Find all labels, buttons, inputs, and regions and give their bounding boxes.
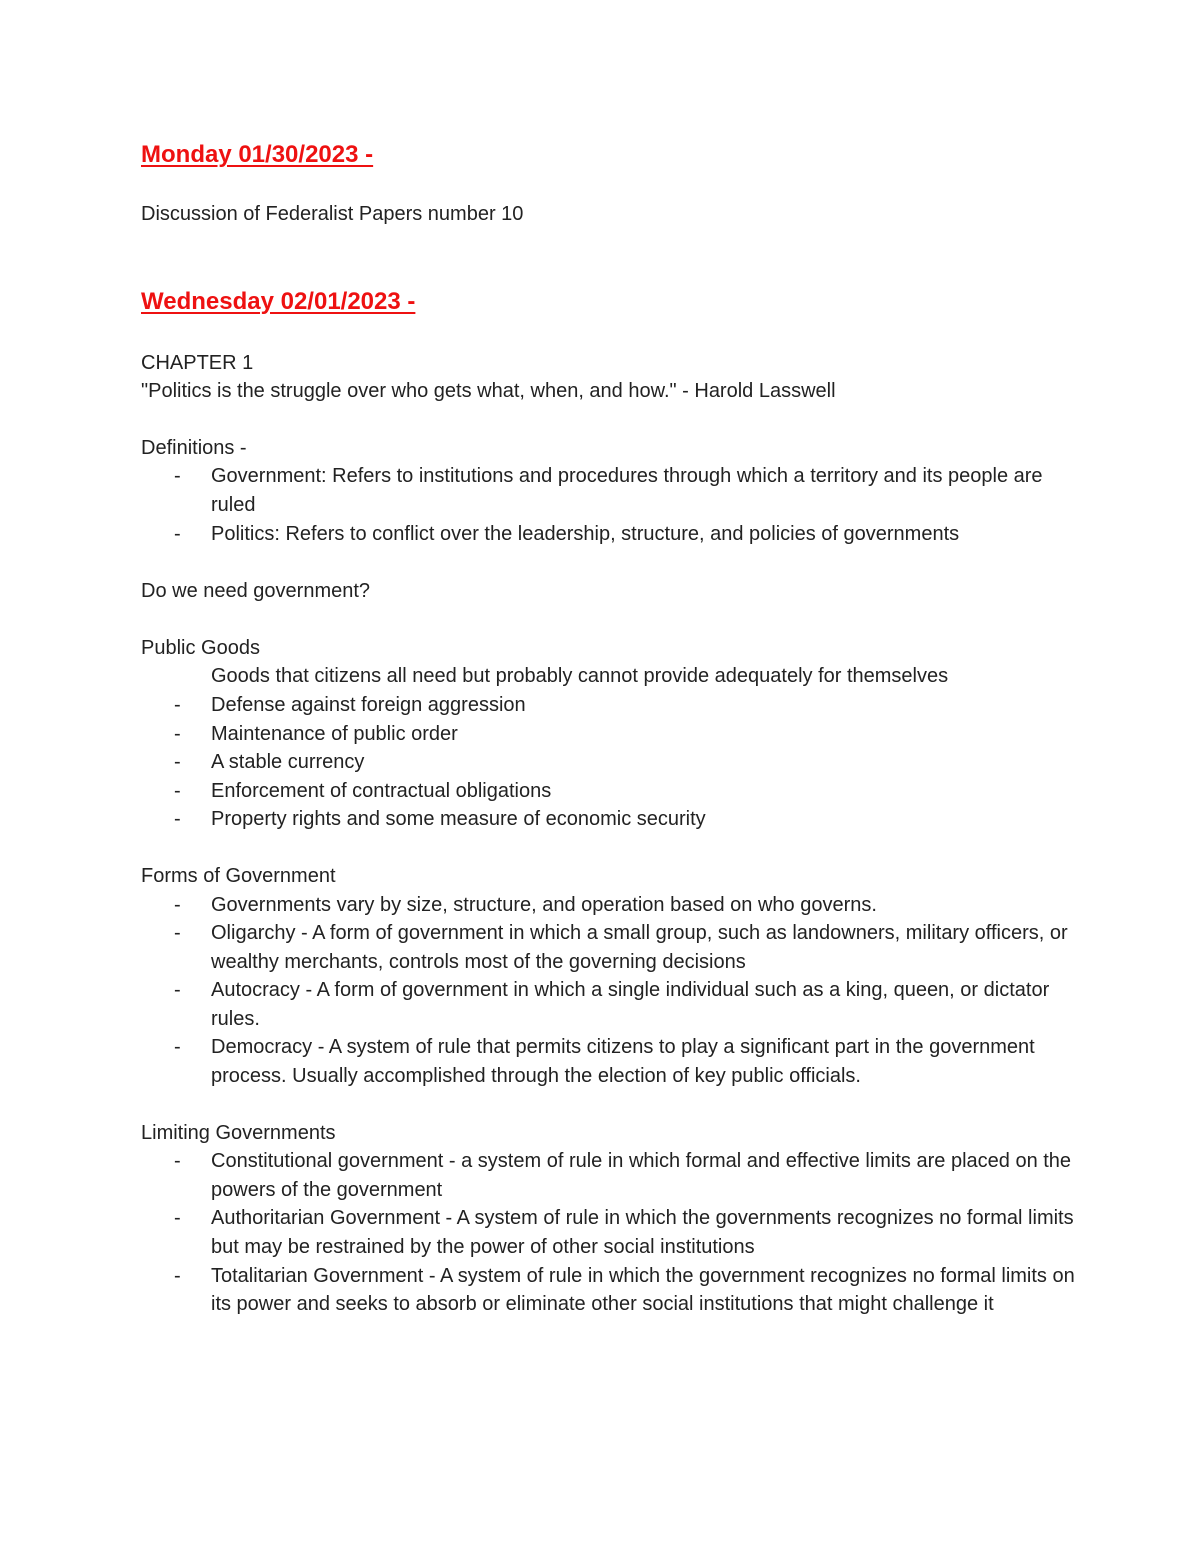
public-goods-list xyxy=(141,691,1080,834)
list-item-text: Governments vary by size, structure, and operation based on who governs. xyxy=(211,893,877,916)
dash-marker: - xyxy=(174,979,181,1002)
government-question: Do we need government? xyxy=(141,580,371,603)
list-item-text: Democracy - A system of rule that permits citizens to play a significant part in the government process. Usually accomplished through the election of key public officials. xyxy=(211,1036,1035,1088)
dash-marker: - xyxy=(174,922,181,945)
dash-marker: - xyxy=(174,1264,181,1287)
dash-marker: - xyxy=(174,1036,181,1059)
list-item-text: A stable currency xyxy=(211,751,365,774)
list-item-text: Politics: Refers to conflict over the leadership, structure, and policies of governments xyxy=(211,522,960,545)
heading-wednesday: Wednesday 02/01/2023 - xyxy=(141,287,416,315)
public-goods-intro: Goods that citizens all need but probably cannot provide adequately for themselves xyxy=(211,665,949,688)
list-item xyxy=(141,691,1080,720)
list-item-text: Constitutional government - a system of rule in which formal and effective limits are placed on the powers of the government xyxy=(211,1150,1072,1201)
list-item-text: Oligarchy - A form of government in which a small group, such as landowners, military officers, or wealthy merchants, controls most of the governing decisions xyxy=(211,922,1068,973)
list-item-text: Enforcement of contractual obligations xyxy=(211,779,552,802)
list-item-text: Autocracy - A form of government in which a single individual such as a king, queen, or dictator rules. xyxy=(211,979,1050,1030)
list-item-text: Property rights and some measure of economic security xyxy=(211,808,706,831)
dash-marker: - xyxy=(174,1207,181,1230)
dash-marker: - xyxy=(174,751,181,774)
list-item xyxy=(141,777,1080,806)
dash-marker: - xyxy=(174,1150,181,1173)
list-item xyxy=(141,1262,1080,1319)
dash-marker: - xyxy=(174,693,181,716)
forms-title: Forms of Government xyxy=(141,864,336,887)
list-item xyxy=(141,891,1080,920)
list-item xyxy=(141,720,1080,749)
list-item xyxy=(141,748,1080,777)
chapter-label: CHAPTER 1 xyxy=(141,351,254,374)
public-goods-title: Public Goods xyxy=(141,636,260,659)
list-item-text: Maintenance of public order xyxy=(211,722,458,745)
list-item xyxy=(141,520,1080,549)
dash-marker: - xyxy=(174,808,181,831)
list-item-text: Government: Refers to institutions and procedures through which a territory and its people are ruled xyxy=(211,465,1043,516)
list-item xyxy=(141,805,1080,834)
list-item xyxy=(141,976,1080,1033)
definitions-list xyxy=(141,462,1080,548)
dash-marker: - xyxy=(174,893,181,916)
list-item xyxy=(141,1147,1080,1204)
lasswell-quote: "Politics is the struggle over who gets what, when, and how." - Harold Lasswell xyxy=(141,380,836,403)
list-item-text: Authoritarian Government - A system of rule in which the governments recognizes no formal limits but may be restrained by the power of other social institutions xyxy=(211,1207,1074,1259)
dash-marker: - xyxy=(174,779,181,802)
dash-marker: - xyxy=(174,522,181,545)
heading-monday: Monday 01/30/2023 - xyxy=(141,141,374,168)
list-item xyxy=(141,1033,1080,1090)
monday-text: Discussion of Federalist Papers number 10 xyxy=(141,203,524,225)
limiting-title: Limiting Governments xyxy=(141,1121,336,1144)
dash-marker: - xyxy=(174,722,181,745)
list-item xyxy=(141,462,1080,519)
list-item xyxy=(141,1204,1080,1261)
limiting-list xyxy=(141,1147,1080,1319)
definitions-title: Definitions - xyxy=(141,436,247,459)
forms-list xyxy=(141,891,1080,1091)
list-item-text: Totalitarian Government - A system of rule in which the government recognizes no formal limits on its power and seeks to absorb or eliminate other social institutions that might challenge it xyxy=(211,1264,1075,1316)
dash-marker: - xyxy=(174,465,181,488)
list-item-text: Defense against foreign aggression xyxy=(211,693,526,716)
list-item xyxy=(141,919,1080,976)
